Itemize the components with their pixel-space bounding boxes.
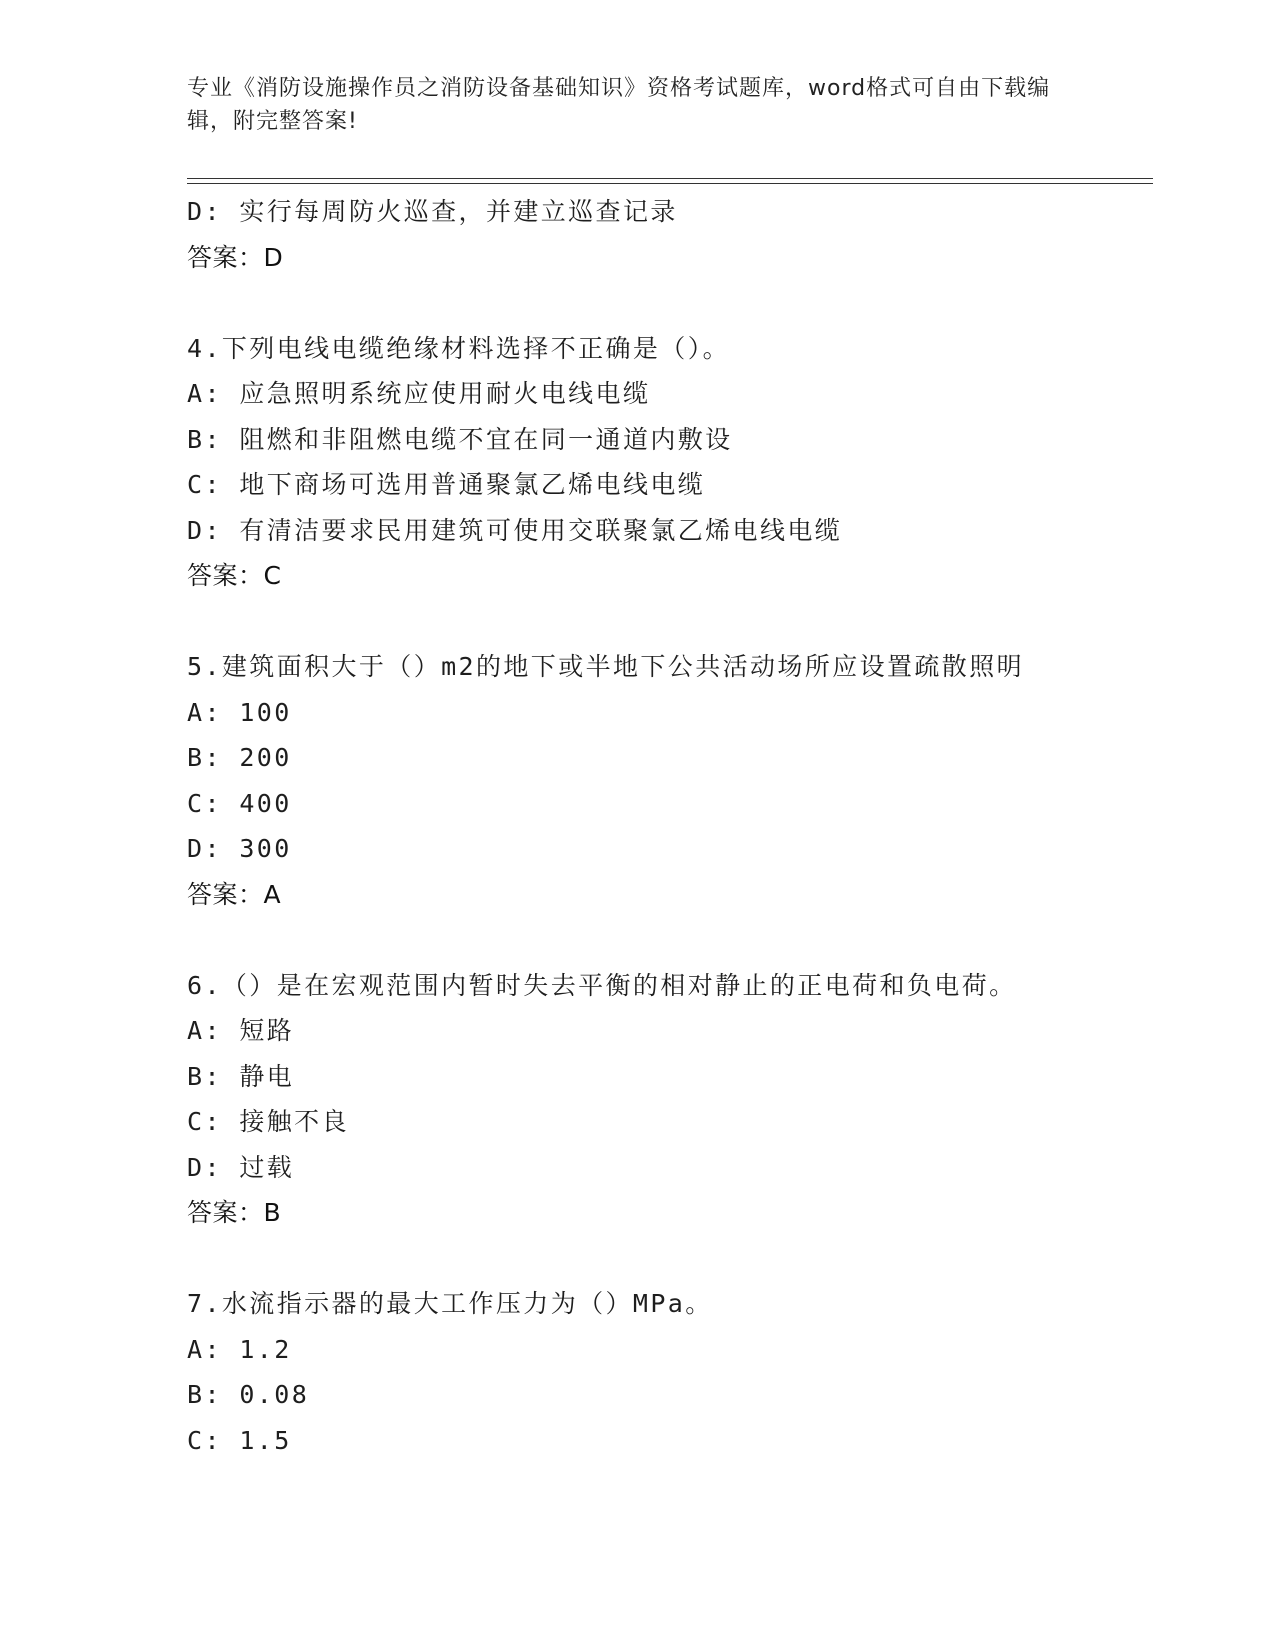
page-header-text: 专业《消防设施操作员之消防设备基础知识》资格考试题库，word格式可自由下载编辑，附完整答案! bbox=[187, 76, 1051, 134]
header-divider-bottom bbox=[187, 183, 1153, 184]
option-b: B: 200 bbox=[187, 743, 292, 772]
option-a: A: 1.2 bbox=[187, 1334, 292, 1364]
option-c: C: 1.5 bbox=[187, 1425, 292, 1455]
option-d: D: 实行每周防火巡查，并建立巡查记录 bbox=[187, 197, 678, 226]
option-a: A: 短路 bbox=[187, 1016, 295, 1045]
question-text: 5.建筑面积大于（）m2的地下或半地下公共活动场所应设置疏散照明 bbox=[187, 652, 1025, 681]
question-block-partial bbox=[187, 189, 1167, 280]
answer-line: 答案：B bbox=[187, 1198, 282, 1227]
spacer bbox=[187, 917, 1167, 963]
spacer bbox=[187, 280, 1167, 326]
question-list bbox=[187, 189, 1167, 1463]
question-block-7 bbox=[187, 1281, 1167, 1463]
option-a: A: 100 bbox=[187, 697, 292, 727]
option-d: D: 300 bbox=[187, 834, 292, 863]
option-c: C: 接触不良 bbox=[187, 1107, 349, 1136]
spacer bbox=[187, 1236, 1167, 1282]
option-c: C: 地下商场可选用普通聚氯乙烯电线电缆 bbox=[187, 470, 706, 499]
question-text: 4.下列电线电缆绝缘材料选择不正确是（）。 bbox=[187, 333, 731, 363]
answer-line: 答案：A bbox=[187, 879, 282, 909]
option-d: D: 有清洁要求民用建筑可使用交联聚氯乙烯电线电缆 bbox=[187, 515, 843, 545]
option-c: C: 400 bbox=[187, 788, 292, 818]
spacer bbox=[187, 599, 1167, 645]
option-b: B: 阻燃和非阻燃电缆不宜在同一通道内敷设 bbox=[187, 424, 733, 454]
option-b: B: 静电 bbox=[187, 1061, 295, 1091]
answer-line: 答案：C bbox=[187, 561, 282, 590]
answer-line: 答案：D bbox=[187, 242, 284, 272]
question-block-4 bbox=[187, 326, 1167, 599]
question-text: 7.水流指示器的最大工作压力为（）MPa。 bbox=[187, 1289, 713, 1318]
question-block-6 bbox=[187, 963, 1167, 1236]
question-block-5 bbox=[187, 644, 1167, 917]
option-d: D: 过载 bbox=[187, 1152, 295, 1182]
option-b: B: 0.08 bbox=[187, 1380, 310, 1409]
header-divider-top bbox=[187, 178, 1153, 179]
question-text: 6.（）是在宏观范围内暂时失去平衡的相对静止的正电荷和负电荷。 bbox=[187, 970, 1017, 1000]
option-a: A: 应急照明系统应使用耐火电线电缆 bbox=[187, 379, 651, 408]
